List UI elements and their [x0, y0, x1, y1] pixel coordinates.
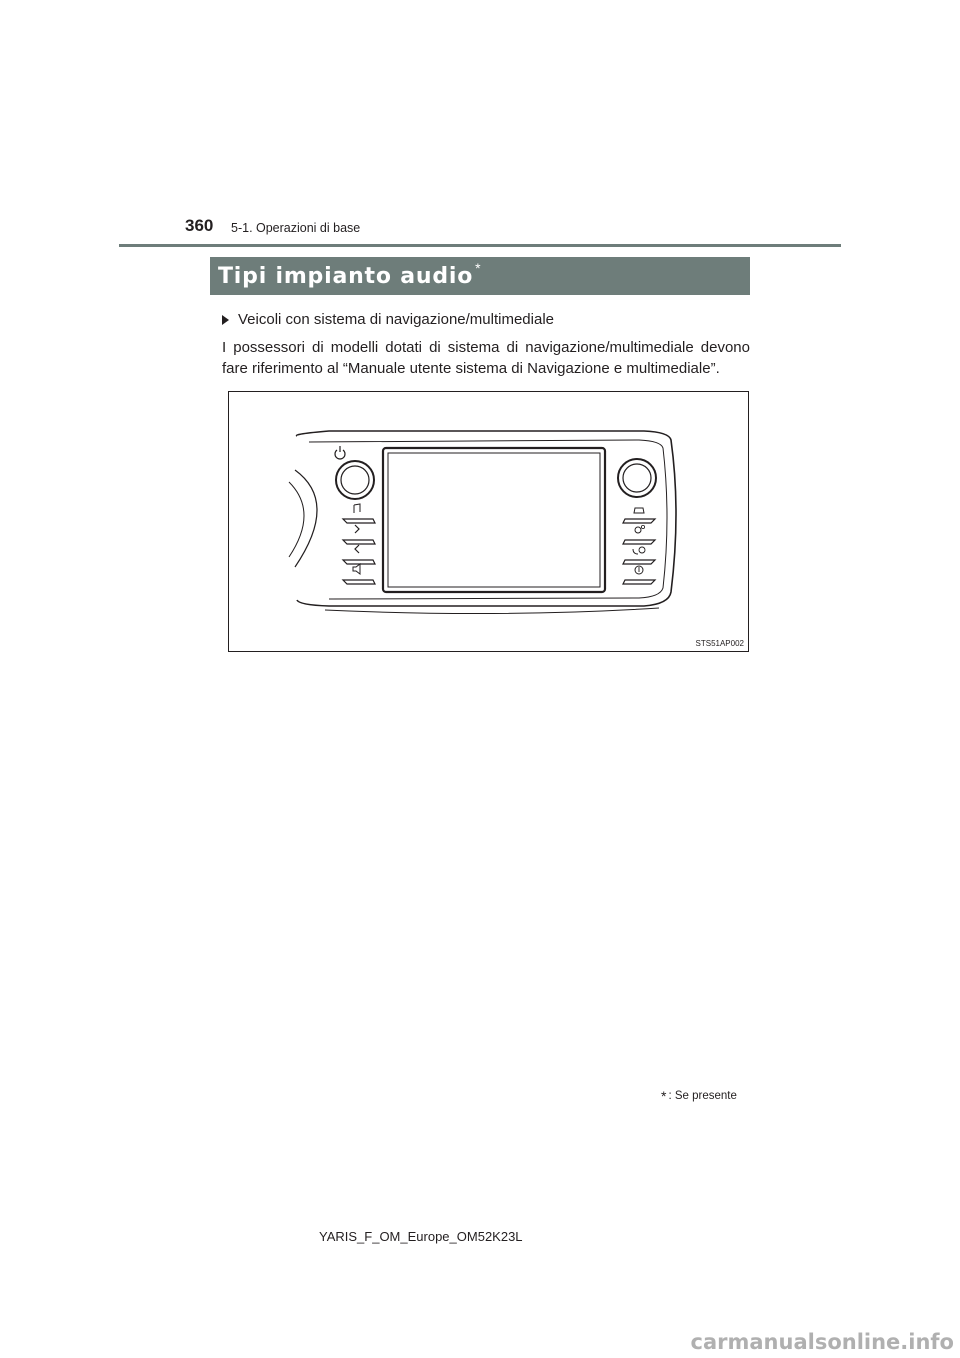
- section-breadcrumb: 5-1. Operazioni di base: [231, 221, 361, 235]
- triangle-bullet-icon: [222, 315, 229, 325]
- body-paragraph: I possessori di modelli dotati di sistema di navigazione/multimediale devono fare riferimento al “Manuale utente sistema di Navigazione e multimediale”.: [222, 339, 750, 377]
- watermark[interactable]: carmanualsonline.info: [690, 1330, 954, 1354]
- bullet-text: Veicoli con sistema di navigazione/multimediale: [238, 311, 554, 328]
- page-number: 360: [185, 216, 214, 235]
- display-screen: [383, 448, 605, 592]
- audio-head-unit-illustration: [229, 392, 750, 653]
- footer-document-code: YARIS_F_OM_Europe_OM52K23L: [319, 1229, 523, 1244]
- figure-code: STS51AP002: [695, 639, 744, 648]
- bullet-item: [222, 311, 554, 328]
- page-title: Tipi impianto audio: [218, 263, 474, 289]
- footnote: [661, 1088, 737, 1104]
- footnote-text: : Se presente: [668, 1090, 737, 1102]
- audio-unit-figure: [228, 391, 749, 652]
- header-divider: [119, 244, 841, 247]
- section-title-bar: [210, 257, 750, 295]
- title-asterisk: *: [475, 260, 481, 276]
- footnote-asterisk: *: [661, 1088, 667, 1104]
